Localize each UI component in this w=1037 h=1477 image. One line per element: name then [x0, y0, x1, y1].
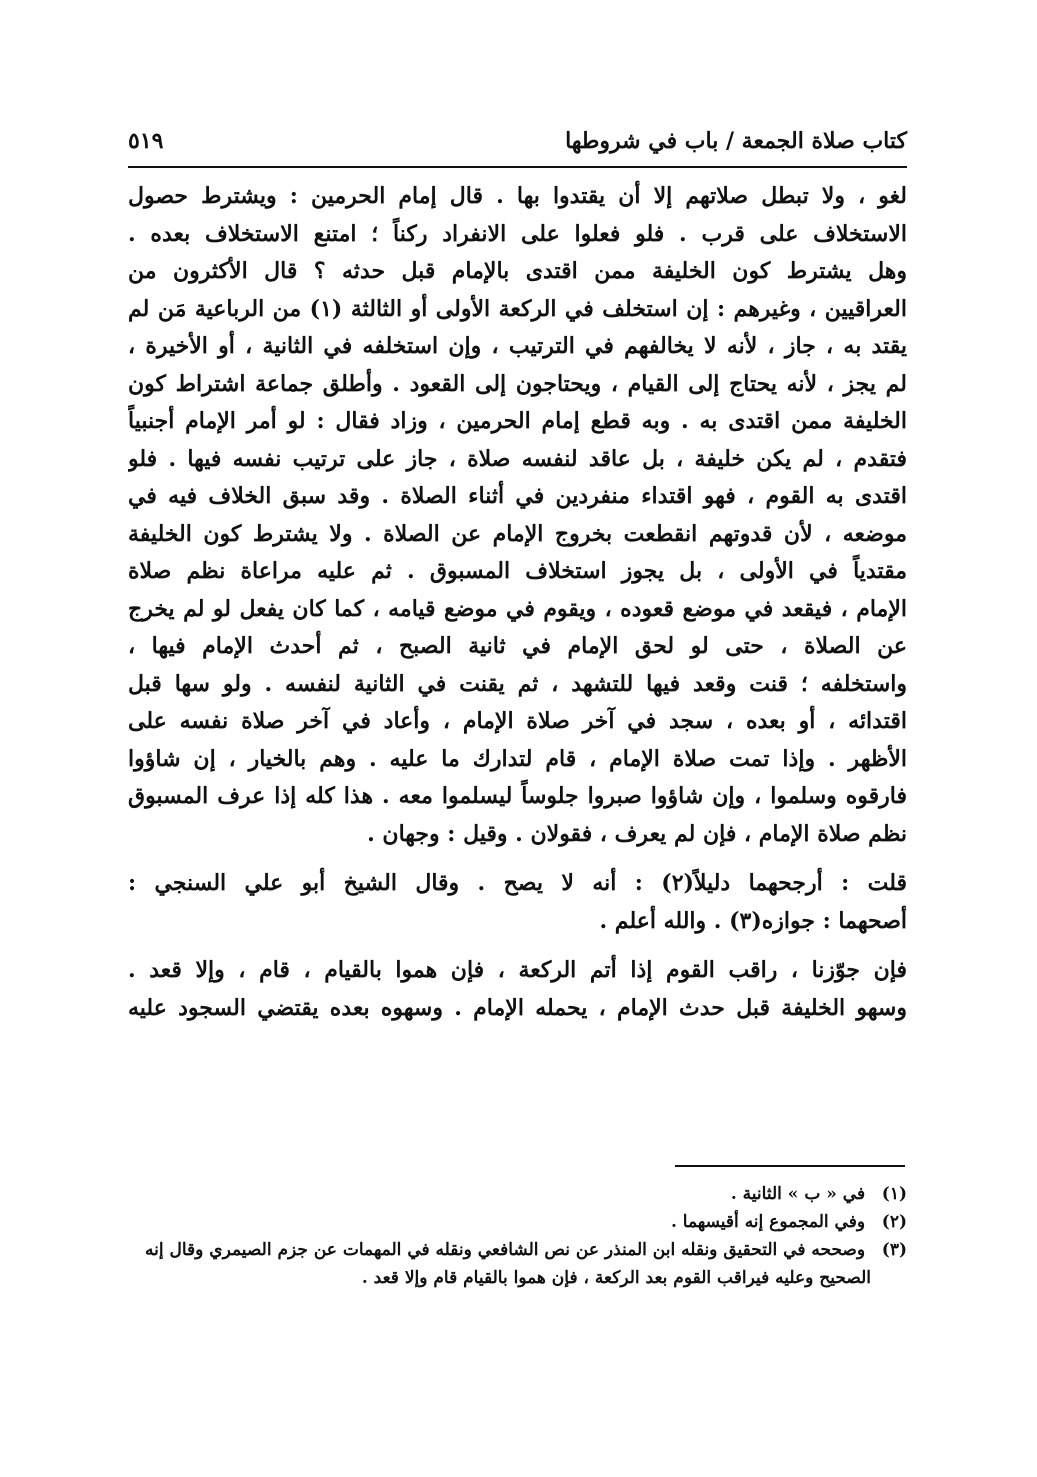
header-divider	[128, 166, 907, 168]
text-line: الإمام ، فيقعد في موضع قعوده ، ويقوم في موضع قيامه ، كما كان يفعل لو لم يخرج	[128, 595, 907, 622]
main-text	[128, 178, 907, 1027]
text-line: عن الصلاة ، حتى لو لحق الإمام في ثانية الصبح ، ثم أحدث الإمام فيها ،	[128, 633, 907, 659]
text-line: مقتدياً في الأولى ، بل يجوز استخلاف المسبوق . ثم عليه مراعاة نظم صلاة	[128, 558, 907, 584]
text-line: قلت : أرجحهما دليلاً(٢) : أنه لا يصح . وقال الشيخ أبو علي السنجي :	[128, 870, 907, 896]
footnote-2	[128, 1208, 907, 1236]
text-line: فإن جوّزنا ، راقب القوم إذا أتم الركعة ، فإن هموا بالقيام ، قام ، وإلا قعد .	[128, 957, 907, 983]
footnote-3-continuation: الصحيح وعليه فيراقب القوم بعد الركعة ، فإن هموا بالقيام قام وإلا قعد .	[361, 1268, 871, 1288]
footnote-divider	[675, 1165, 905, 1167]
text-line: لم يجز ، لأنه يحتاج إلى القيام ، ويحتاجون إلى القعود . وأطلق جماعة اشتراط كون	[128, 370, 907, 397]
text-line: لغو ، ولا تبطل صلاتهم إلا أن يقتدوا بها . قال إمام الحرمين : ويشترط حصول	[128, 183, 907, 209]
footnote-number: (٣)	[881, 1240, 907, 1260]
footnote-1	[128, 1180, 907, 1208]
text-line: الأظهر . وإذا تمت صلاة الإمام ، قام لتدارك ما عليه . وهم بالخيار ، إن شاؤوا	[128, 745, 907, 772]
paragraph-1	[128, 178, 907, 853]
footnotes	[128, 1180, 907, 1292]
text-line: يقتد به ، جاز ، لأنه لا يخالفهم في الترتيب ، وإن استخلفه في الثانية ، أو الأخيرة ،	[128, 333, 907, 359]
text-line: الخليفة ممن اقتدى به . وبه قطع إمام الحرمين ، وزاد فقال : لو أمر الإمام أجنبياً	[128, 408, 907, 434]
footnote-text: وصححه في التحقيق ونقله ابن المنذر عن نص الشافعي ونقله في المهمات عن جزم الصيمري وقال إنه	[145, 1240, 866, 1260]
text-line: وهل يشترط كون الخليفة ممن اقتدى بالإمام قبل حدثه ؟ قال الأكثرون من	[128, 258, 907, 284]
text-line: أصحهما : جوازه(٣) . والله أعلم .	[599, 907, 907, 934]
text-line: العراقيين ، وغيرهم : إن استخلف في الركعة الأولى أو الثالثة (١) من الرباعية مَن لم	[128, 295, 907, 322]
text-line: فارقوه وسلموا ، وإن شاؤوا صبروا جلوساً ليسلموا معه . هذا كله إذا عرف المسبوق	[128, 783, 907, 809]
footnote-number: (٢)	[881, 1212, 907, 1232]
text-line: موضعه ، لأن قدوتهم انقطعت بخروج الإمام عن الصلاة . ولا يشترط كون الخليفة	[128, 520, 907, 547]
text-line: الاستخلاف على قرب . فلو فعلوا على الانفراد ركناً ؛ امتنع الاستخلاف بعده .	[128, 220, 907, 247]
footnote-3	[128, 1236, 907, 1264]
paragraph-gap	[128, 940, 907, 952]
footnote-number: (١)	[881, 1184, 907, 1204]
page-number: ٥١٩	[128, 128, 164, 154]
text-line: واستخلفه ؛ قنت وقعد فيها للتشهد ، ثم يقنت في الثانية لنفسه . ولو سها قبل	[128, 670, 907, 697]
text-line: فتقدم ، لم يكن خليفة ، بل عاقد لنفسه صلاة ، جاز على ترتيب نفسه فيها . فلو	[128, 445, 907, 472]
footnote-text: وفي المجموع إنه أقيسهما .	[670, 1212, 866, 1232]
running-title: كتاب صلاة الجمعة / باب في شروطها	[565, 128, 907, 154]
text-line: وسهو الخليفة قبل حدث الإمام ، يحمله الإمام . وسهوه بعده يقتضي السجود عليه	[128, 994, 907, 1021]
paragraph-2	[128, 865, 907, 940]
footnote-text: في « ب » الثانية .	[730, 1184, 866, 1204]
paragraph-gap	[128, 853, 907, 865]
text-line: اقتدى به القوم ، فهو اقتداء منفردين في أثناء الصلاة . وقد سبق الخلاف فيه في	[128, 483, 907, 509]
paragraph-3	[128, 952, 907, 1027]
text-line: اقتدائه ، أو بعده ، سجد في آخر صلاة الإمام ، وأعاد في آخر صلاة نفسه على	[128, 708, 907, 734]
text-line: نظم صلاة الإمام ، فإن لم يعرف ، فقولان . وقيل : وجهان .	[367, 820, 907, 847]
page-header	[128, 118, 907, 164]
